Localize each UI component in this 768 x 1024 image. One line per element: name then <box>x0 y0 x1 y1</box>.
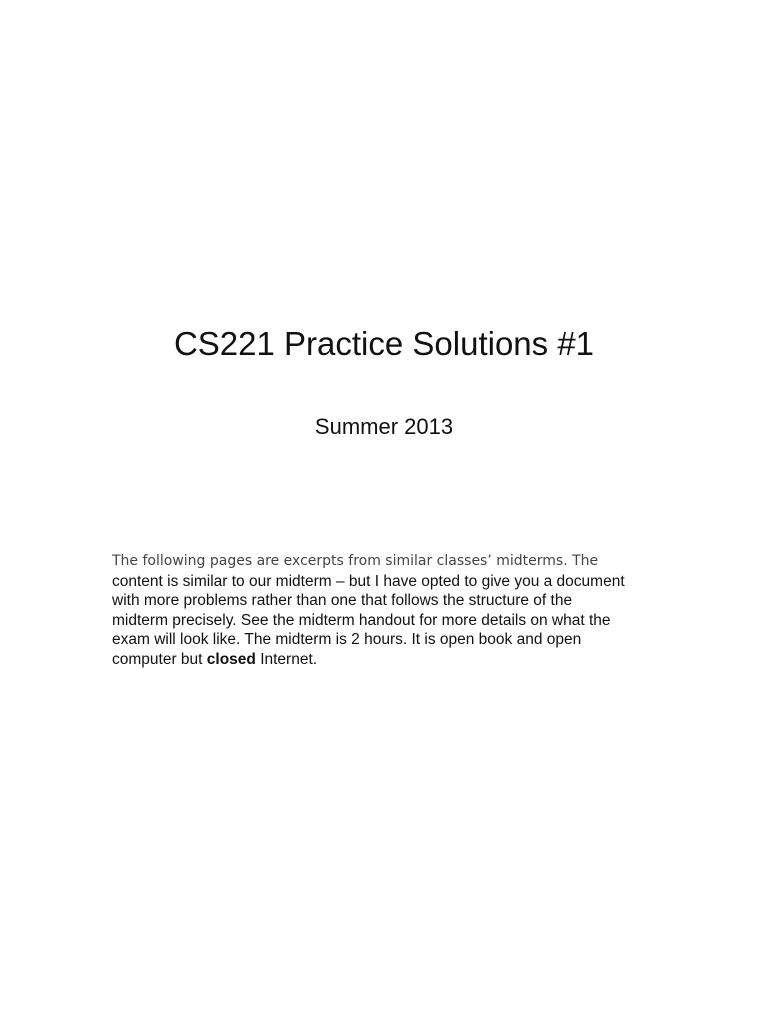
paragraph-line-6-end: Internet. <box>255 650 318 668</box>
paragraph-line-2: content is similar to our midterm – but I have opted to give you a document <box>112 572 625 590</box>
paragraph-line-5: exam will look like. The midterm is 2 hours. It is open book and open <box>112 631 582 649</box>
paragraph-line-4: midterm precisely. See the midterm handout for more details on what the <box>112 611 611 629</box>
paragraph-line-1: The following pages are excerpts from similar classes’ midterms. The <box>112 553 599 569</box>
intro-paragraph <box>112 552 672 670</box>
paragraph-line-6 <box>112 650 672 670</box>
document-subtitle: Summer 2013 <box>314 414 454 439</box>
document-title: CS221 Practice Solutions #1 <box>173 325 595 362</box>
paragraph-line-3: with more problems rather than one that follows the structure of the <box>112 592 573 610</box>
paragraph-line-6-start: computer but <box>112 650 207 668</box>
closed-emphasis: closed <box>206 650 256 668</box>
